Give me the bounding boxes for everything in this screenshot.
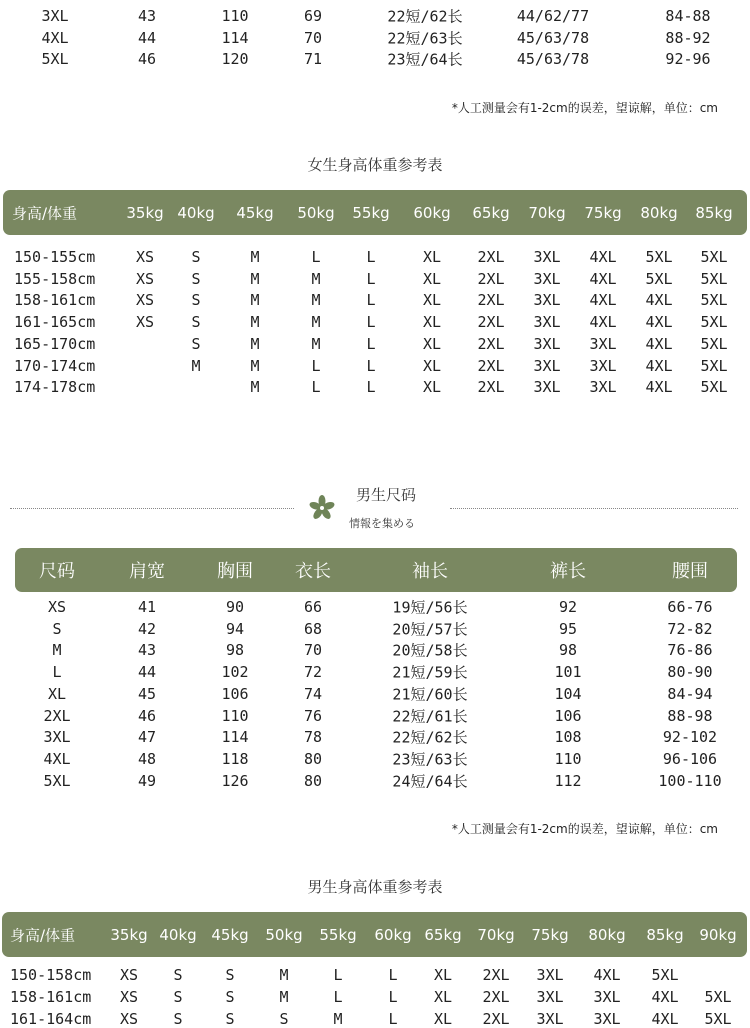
table-cell: 92-102 [662,728,718,747]
table-cell: 84-88 [665,7,711,25]
table-cell: 3XL [536,1010,564,1028]
table-cell: 126 [221,771,249,790]
table-cell: 4XL [589,313,617,332]
table-cell: M [250,291,260,310]
table-cell: 23短/64长 [387,50,463,69]
table-cell: 44 [137,28,157,47]
table-cell: 2XL [477,378,505,397]
table-cell: S [191,291,201,310]
header-cell: 70kg [477,926,515,944]
header-cell: 50kg [297,204,335,222]
women-weight-title: 女生身高体重参考表 [307,156,443,174]
table-cell: 76 [303,706,323,725]
table-cell: 46 [137,50,157,68]
table-cell: 70 [303,641,323,660]
header-cell: 袖长 [412,561,448,582]
table-cell: S [225,988,235,1006]
row-label: 4XL [43,749,71,768]
table-cell: 2XL [482,988,510,1006]
table-cell: 3XL [589,334,617,353]
row-label: 158-161cm [14,291,96,310]
table-cell: 76-86 [667,641,713,660]
header-cell: 85kg [646,926,684,944]
table-cell: L [311,378,321,397]
table-cell: 20短/58长 [392,641,468,660]
header-cell: 75kg [584,204,622,222]
table-cell: 3XL [533,356,561,375]
table-cell: 5XL [704,1010,732,1028]
table-cell: 5XL [704,988,732,1006]
table-cell: L [366,313,376,332]
row-label: M [52,641,62,660]
table-cell: 3XL [533,291,561,310]
table-cell: M [250,334,260,353]
row-label: 3XL [41,7,69,25]
table-cell: 44 [137,663,157,682]
table-cell: 5XL [645,248,673,266]
table-cell: XL [422,334,442,353]
table-cell: 19短/56长 [392,598,468,617]
header-cell: 45kg [236,204,274,222]
header-cell: 85kg [695,204,733,222]
header-cell: 80kg [588,926,626,944]
table-cell: 98 [558,641,578,660]
table-cell: 4XL [589,291,617,310]
table-cell: 2XL [477,269,505,288]
table-cell: 24短/64长 [392,772,468,791]
row-label: 165-170cm [14,334,96,353]
men-size-header-bar [15,548,737,592]
header-cell: 70kg [528,204,566,222]
row-label: 4XL [41,28,69,47]
table-cell: M [279,966,289,984]
table-cell: 114 [221,728,249,747]
header-cell: 90kg [699,926,737,944]
table-cell: 92 [558,598,578,616]
table-cell: 4XL [645,291,673,310]
table-cell: 5XL [700,269,728,288]
table-cell: L [366,269,376,288]
table-cell: 5XL [700,334,728,353]
table-cell: 21短/60长 [392,685,468,704]
table-cell: 80-90 [667,663,713,682]
divider-right [450,508,738,509]
header-cell: 75kg [531,926,569,944]
table-cell: XS [119,966,139,984]
table-cell: S [225,1010,235,1028]
table-cell: 22短/62长 [392,728,468,747]
table-cell: L [366,334,376,353]
table-cell: L [388,1010,398,1028]
table-cell: L [366,248,376,266]
table-cell: 49 [137,771,157,790]
table-cell: M [250,269,260,288]
table-cell: 72-82 [667,619,713,638]
table-cell: L [366,356,376,375]
table-cell: 22短/62长 [387,7,463,26]
table-cell: M [250,378,260,397]
table-cell: 120 [221,50,249,68]
header-cell: 45kg [211,926,249,944]
table-cell: L [366,291,376,310]
table-cell: XL [422,378,442,397]
table-cell: 3XL [533,269,561,288]
table-cell: M [311,291,321,310]
header-cell: 40kg [159,926,197,944]
measurement-note: *人工测量会有1-2cm的误差，望谅解，单位：cm [451,822,718,836]
men-weight-title: 男生身高体重参考表 [307,878,443,896]
table-cell: 22短/61长 [392,707,468,725]
table-cell: XL [422,356,442,375]
table-cell: XS [119,988,139,1006]
table-cell: 72 [303,663,323,682]
table-cell: 2XL [477,248,505,266]
table-cell: 94 [225,619,245,638]
table-cell: 48 [137,749,157,768]
table-cell: 102 [221,663,249,682]
table-cell: 4XL [651,1010,679,1028]
table-cell: 4XL [645,334,673,353]
table-cell: 47 [137,728,157,747]
header-cell: 50kg [265,926,303,944]
table-cell: 5XL [700,313,728,332]
table-cell: 80 [303,749,323,768]
table-cell: 80 [303,771,323,790]
table-cell: 43 [137,7,157,25]
table-cell: M [250,313,260,332]
row-label: 150-155cm [14,248,96,266]
row-label: L [52,663,62,682]
table-cell: 41 [137,598,157,616]
row-label: XL [47,684,67,703]
table-cell: 4XL [645,378,673,397]
table-cell: L [333,988,343,1006]
table-cell: 4XL [645,313,673,332]
table-cell: 106 [221,684,249,703]
table-cell: 110 [554,749,582,768]
table-cell: 118 [221,749,249,768]
row-label: 161-165cm [14,313,96,332]
table-cell: 96-106 [662,749,718,768]
row-label: 3XL [43,728,71,747]
table-cell: M [311,313,321,332]
header-cell: 60kg [374,926,412,944]
table-cell: 88-98 [667,706,713,725]
row-label: 5XL [41,50,69,68]
header-cell: 60kg [413,204,451,222]
table-cell: M [333,1010,343,1028]
flower-icon [309,495,335,521]
men-section-title: 男生尺码 [356,486,417,504]
table-cell: XL [422,269,442,288]
table-cell: 104 [554,684,582,703]
table-cell: 2XL [482,966,510,984]
table-cell: XS [135,248,155,266]
header-cell: 尺码 [39,561,75,582]
table-cell: 3XL [589,356,617,375]
table-cell: 3XL [536,966,564,984]
table-cell: L [311,356,321,375]
table-cell: 74 [303,684,323,703]
header-cell: 肩宽 [129,561,165,582]
table-cell: XL [422,248,442,266]
row-label: S [52,619,62,638]
table-cell: 45/63/78 [516,28,590,47]
header-cell: 衣长 [295,561,331,582]
table-cell: 2XL [477,291,505,310]
header-cell: 胸围 [217,561,253,582]
table-cell: S [191,313,201,332]
table-cell: S [173,966,183,984]
row-label: 2XL [43,706,71,725]
row-label: XS [47,598,67,616]
table-cell: 23短/63长 [392,750,468,769]
table-cell: M [311,334,321,353]
table-cell: S [191,269,201,288]
table-cell: S [279,1010,289,1028]
table-cell: 66-76 [667,598,713,616]
table-cell: 78 [303,728,323,747]
table-cell: 110 [221,7,249,25]
row-label: 150-158cm [10,966,92,984]
table-cell: XL [433,1010,453,1028]
table-cell: S [191,334,201,353]
table-cell: 5XL [700,356,728,375]
table-cell: L [388,966,398,984]
row-label: 5XL [43,771,71,790]
table-cell: L [311,248,321,266]
table-cell: 45/63/78 [516,50,590,68]
table-cell: XS [135,313,155,332]
table-cell: 4XL [645,356,673,375]
table-cell: 3XL [533,378,561,397]
table-cell: 22短/63长 [387,29,463,47]
table-cell: 21短/59长 [392,663,468,682]
men-section-subtitle: 情報を集める [349,517,415,530]
header-cell: 55kg [352,204,390,222]
table-cell: XS [135,269,155,288]
table-cell: 2XL [477,313,505,332]
table-cell: 3XL [589,378,617,397]
table-cell: 3XL [536,988,564,1006]
table-cell: 3XL [533,313,561,332]
table-cell: 98 [225,641,245,660]
table-cell: XL [422,291,442,310]
divider-left [10,508,294,509]
table-cell: 3XL [533,248,561,266]
table-cell: M [250,248,260,266]
header-cell: 35kg [126,204,164,222]
table-cell: XS [119,1010,139,1028]
table-cell: 68 [303,619,323,638]
table-cell: 114 [221,28,249,47]
table-cell: XS [135,291,155,310]
header-cell: 80kg [640,204,678,222]
table-cell: 101 [554,663,582,682]
row-label: 174-178cm [14,378,96,397]
table-cell: M [250,356,260,375]
table-cell: S [173,1010,183,1028]
table-cell: L [366,378,376,397]
table-cell: 5XL [651,966,679,984]
table-cell: XL [433,988,453,1006]
header-cell: 身高/体重 [10,926,76,945]
header-cell: 40kg [177,204,215,222]
table-cell: 4XL [589,269,617,288]
table-cell: 2XL [482,1010,510,1028]
table-cell: 4XL [593,966,621,984]
header-cell: 65kg [472,204,510,222]
table-cell: 4XL [651,988,679,1006]
table-cell: 43 [137,641,157,660]
table-cell: 5XL [700,248,728,266]
table-cell: 100-110 [658,771,722,790]
table-cell: M [311,269,321,288]
table-cell: 108 [554,728,582,747]
table-cell: 5XL [700,291,728,310]
table-cell: 3XL [593,1010,621,1028]
row-label: 161-164cm [10,1010,92,1028]
row-label: 155-158cm [14,269,96,288]
table-cell: 112 [554,771,582,790]
table-cell: 3XL [533,334,561,353]
table-cell: 88-92 [665,28,711,47]
table-cell: 84-94 [667,684,713,703]
table-cell: 90 [225,598,245,616]
table-cell: 3XL [593,988,621,1006]
table-cell: 70 [303,28,323,47]
table-cell: 2XL [477,356,505,375]
table-cell: 45 [137,684,157,703]
table-cell: 92-96 [665,50,711,68]
table-cell: M [279,988,289,1006]
header-cell: 65kg [424,926,462,944]
table-cell: 5XL [700,378,728,397]
table-cell: 110 [221,706,249,725]
table-cell: XL [433,966,453,984]
table-cell: 4XL [589,248,617,266]
header-cell: 55kg [319,926,357,944]
table-cell: L [333,966,343,984]
table-cell: 106 [554,706,582,725]
table-cell: 2XL [477,334,505,353]
table-cell: 69 [303,7,323,25]
table-cell: 20短/57长 [392,620,468,639]
table-cell: 44/62/77 [516,7,590,25]
table-cell: S [173,988,183,1006]
header-cell: 腰围 [672,561,708,582]
table-cell: XL [422,313,442,332]
header-cell: 35kg [110,926,148,944]
table-cell: 42 [137,619,157,638]
table-cell: S [191,248,201,266]
table-cell: S [225,966,235,984]
header-cell: 身高/体重 [12,204,78,223]
table-cell: 5XL [645,269,673,288]
table-cell: L [388,988,398,1006]
measurement-note: *人工测量会有1-2cm的误差，望谅解，单位：cm [451,101,718,115]
table-cell: 66 [303,598,323,616]
row-label: 158-161cm [10,988,92,1006]
table-cell: 71 [303,50,323,68]
header-cell: 裤长 [550,561,586,582]
table-cell: 46 [137,706,157,725]
table-cell: 95 [558,619,578,638]
table-cell: M [191,356,201,375]
row-label: 170-174cm [14,356,96,375]
